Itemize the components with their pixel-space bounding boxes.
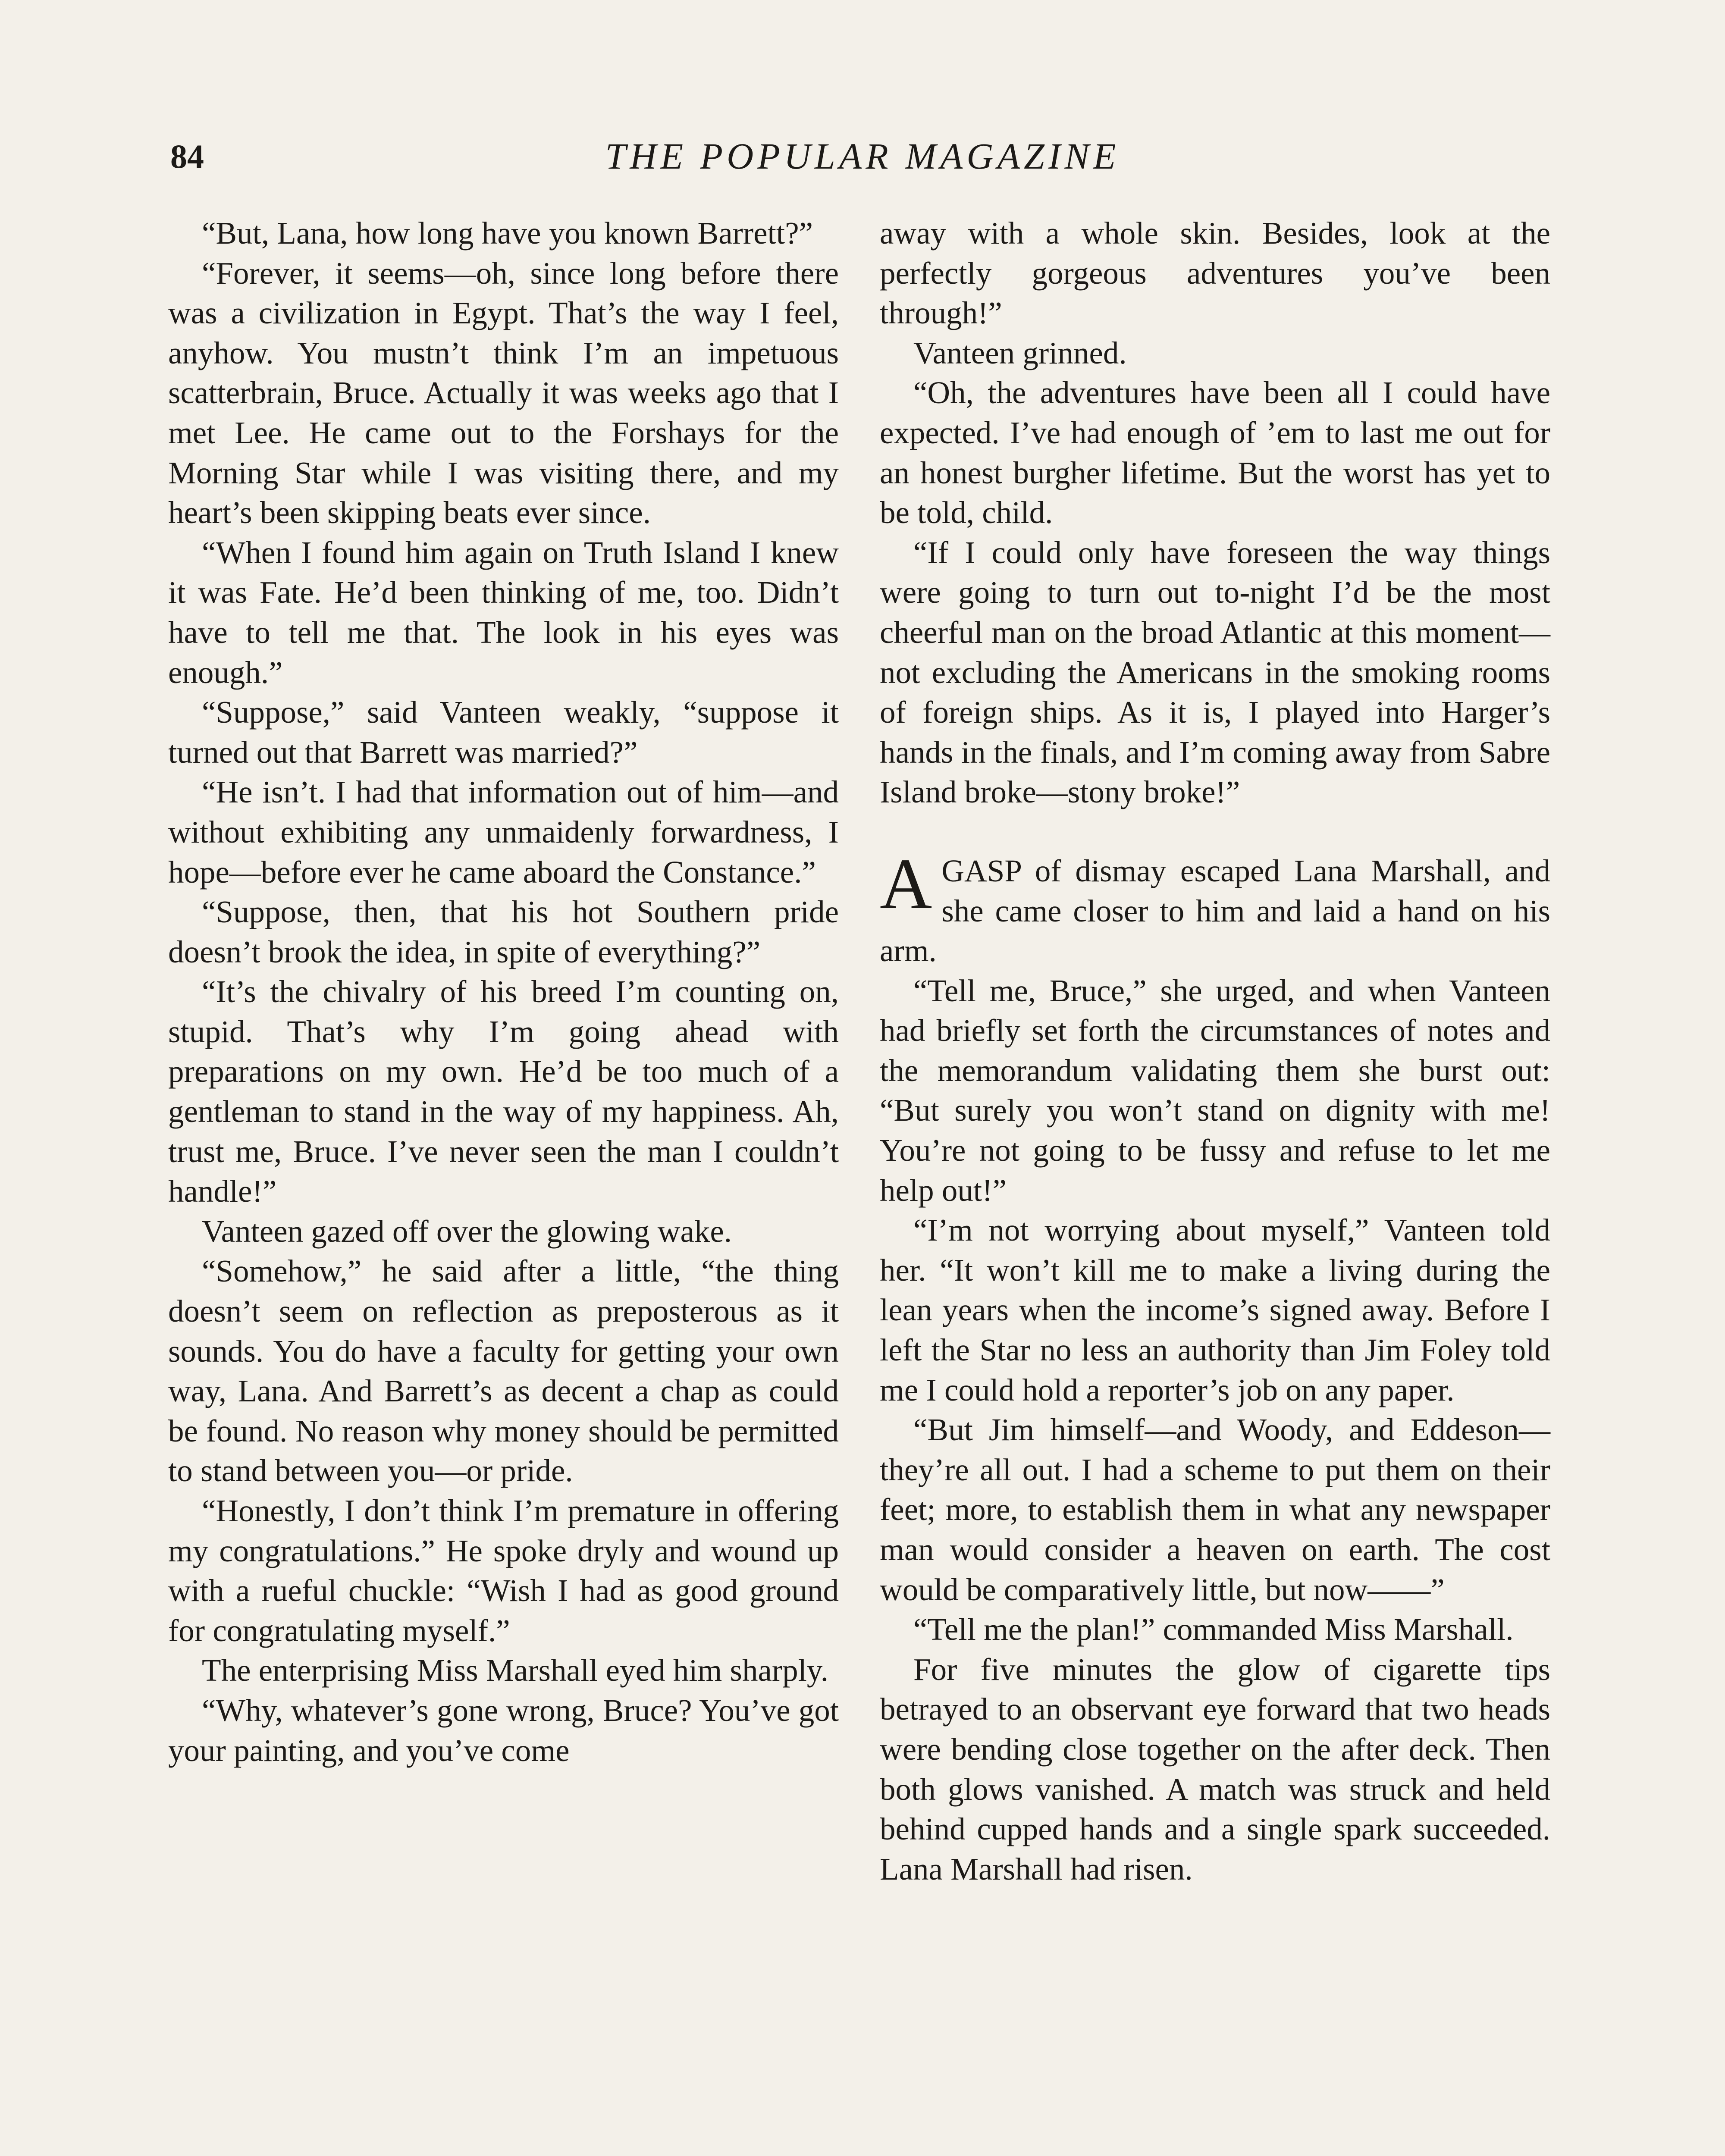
paragraph: The enterprising Miss Marshall eyed him sharply.	[202, 1653, 828, 1688]
left-column	[168, 213, 839, 1771]
paragraph: “Oh, the adventures have been all I could have expected. I’ve had enough of ’em to last me out for an honest burgher lifetime. But the worst has yet to be told, child.	[880, 375, 1550, 530]
paragraph: “Why, whatever’s gone wrong, Bruce? You’ve got your painting, and you’ve come	[168, 1692, 839, 1768]
section-opening-paragraph	[880, 843, 1550, 971]
paragraph: “When I found him again on Truth Island I knew it was Fate. He’d been thinking of me, too. Didn’t have to tell me that. The look in his eyes was enough.”	[168, 535, 839, 690]
paragraph: “Forever, it seems—oh, since long before there was a civilization in Egypt. That’s the way I feel, anyhow. You mustn’t think I’m an impetuous scatterbrain, Bruce. Actually it was weeks ago that I met Lee. He came out to the Forshays for the Morning Star while I was visiting there, and my heart’s been skipping beats ever since.	[168, 255, 839, 530]
paragraph: “It’s the chivalry of his breed I’m counting on, stupid. That’s why I’m going ahead with preparations on my own. He’d be too much of a gentleman to stand in the way of my happiness. Ah, trust me, Bruce. I’ve never seen the man I couldn’t handle!”	[168, 974, 839, 1209]
paragraph: For five minutes the glow of cigarette tips betrayed to an observant eye forward that two heads were bending close together on the after deck. Then both glows vanished. A match was struck and held behind cupped hands and a single spark succeeded. Lana Marshall had risen.	[880, 1651, 1550, 1887]
paragraph: “But, Lana, how long have you known Barrett?”	[202, 216, 813, 251]
paragraph: Vanteen gazed off over the glowing wake.	[202, 1213, 732, 1249]
paragraph: “Somehow,” he said after a little, “the thing doesn’t seem on reflection as preposterous as it sounds. You do have a faculty for getting your own way, Lana. And Barrett’s as decent a chap as could be found. No reason why money should be permitted to stand between you—or pride.	[168, 1253, 839, 1489]
paragraph: “If I could only have foreseen the way things were going to turn out to-night I’d be the most cheerful man on the broad Atlantic at this moment—not excluding the Americans in the smoking rooms of foreign ships. As it is, I played into Harger’s hands in the finals, and I’m coming away from Sabre Island broke—stony broke!”	[880, 535, 1550, 810]
paragraph: “Honestly, I don’t think I’m premature in offering my congratulations.” He spoke dryly and wound up with a rueful chuckle: “Wish I had as good ground for congratulating myself.”	[168, 1493, 839, 1648]
drop-cap: A	[880, 843, 932, 924]
paragraph: “Tell me the plan!” commanded Miss Marshall.	[913, 1612, 1514, 1647]
page-number: 84	[170, 138, 204, 175]
running-header: THE POPULAR MAGAZINE	[605, 135, 1120, 177]
paragraph: “Suppose, then, that his hot Southern pride doesn’t brook the idea, in spite of everything?”	[168, 894, 839, 969]
continued-paragraph: away with a whole skin. Besides, look at the perfectly gorgeous adventures you’ve been through!”	[880, 216, 1550, 331]
section-opening-text: GASP of dismay escaped Lana Marshall, and she came closer to him and laid a hand on his arm.	[880, 853, 1550, 968]
right-column	[880, 213, 1550, 1889]
paragraph: “He isn’t. I had that information out of him—and without exhibiting any unmaidenly forwardness, I hope—before ever he came aboard the Constance.”	[168, 774, 839, 890]
paragraph: Vanteen grinned.	[913, 335, 1127, 370]
paragraph: “I’m not worrying about myself,” Vanteen told her. “It won’t kill me to make a living during the lean years when the income’s signed away. Before I left the Star no less an authority than Jim Foley told me I could hold a reporter’s job on any paper.	[880, 1213, 1550, 1407]
paragraph: “But Jim himself—and Woody, and Eddeson—they’re all out. I had a scheme to put them on their feet; more, to establish them in what any newspaper man would consider a heaven on earth. The cost would be comparatively little, but now——”	[880, 1412, 1550, 1607]
paragraph: “Suppose,” said Vanteen weakly, “suppose it turned out that Barrett was married?”	[168, 695, 839, 770]
paragraph: “Tell me, Bruce,” she urged, and when Vanteen had briefly set forth the circumstances of notes and the memorandum validating them she burst out: “But surely you won’t stand on dignity with me! You’re not going to be fussy and refuse to let me help out!”	[880, 973, 1550, 1208]
